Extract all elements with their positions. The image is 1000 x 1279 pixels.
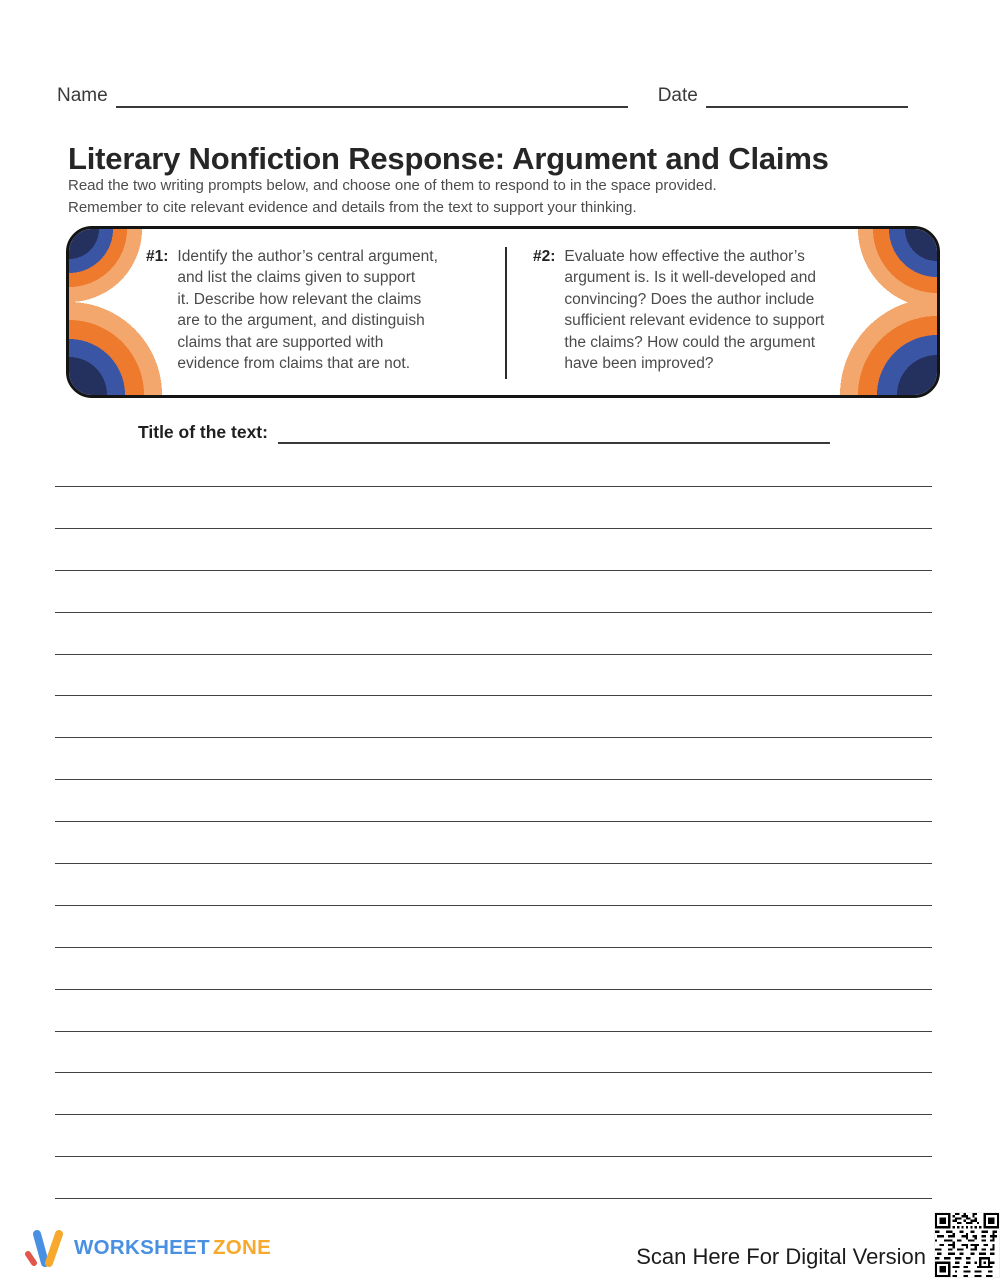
writing-line[interactable] xyxy=(55,1029,932,1032)
writing-line[interactable] xyxy=(55,735,932,738)
writing-area xyxy=(55,484,932,1238)
brand-text-zone: ZONE xyxy=(212,1236,272,1259)
corner-arc-top-right-icon xyxy=(857,229,937,309)
scan-here-label: Scan Here For Digital Version xyxy=(636,1244,926,1269)
writing-line[interactable] xyxy=(55,1154,932,1157)
prompt-box xyxy=(66,226,940,398)
instructions: Read the two writing prompts below, and choose one of them to respond to in the space provided. Remember to cite relevant evidence and details from the text to support your thinking. xyxy=(68,177,717,216)
writing-line[interactable] xyxy=(55,568,932,571)
prompt-2 xyxy=(533,246,864,374)
prompt-2-text: Evaluate how effective the author’s argument is. Is it well-developed and convincing? Does the author include sufficient relevant evidence to support the claims? How could the argument have been improved? xyxy=(564,248,825,373)
writing-line[interactable] xyxy=(55,1196,932,1199)
brand-text-worksheet: WORKSHEET xyxy=(74,1236,210,1259)
writing-line[interactable] xyxy=(55,652,932,655)
writing-line[interactable] xyxy=(55,484,932,487)
writing-line[interactable] xyxy=(55,526,932,529)
writing-line[interactable] xyxy=(55,945,932,948)
page-title: Literary Nonfiction Response: Argument and Claims xyxy=(68,140,829,176)
writing-line[interactable] xyxy=(55,777,932,780)
writing-line[interactable] xyxy=(55,610,932,613)
writing-line[interactable] xyxy=(55,693,932,696)
title-of-text-input-line[interactable] xyxy=(278,420,830,444)
corner-arc-top-left-icon xyxy=(69,229,143,303)
prompt-divider xyxy=(505,247,507,379)
writing-line[interactable] xyxy=(55,819,932,822)
writing-line[interactable] xyxy=(55,1070,932,1073)
writing-line[interactable] xyxy=(55,1112,932,1115)
prompt-1-text: Identify the author’s central argument, and list the claims given to support it. Describe how relevant the claims are to the argument, and distinguish claims that are supported with evidence from claims that are not. xyxy=(177,248,438,373)
prompt-1-number: #1: xyxy=(146,248,169,265)
title-of-text-field xyxy=(138,420,830,444)
date-label: Date xyxy=(657,85,698,106)
title-of-text-label: Title of the text: xyxy=(138,422,268,442)
brand-logo xyxy=(24,1229,271,1267)
name-input-line[interactable] xyxy=(116,84,628,108)
writing-line[interactable] xyxy=(55,987,932,990)
name-date-row xyxy=(57,84,928,108)
qr-code-icon xyxy=(934,1212,1000,1278)
worksheet-zone-w-mark-icon xyxy=(24,1229,66,1267)
name-label: Name xyxy=(57,85,108,106)
writing-line[interactable] xyxy=(55,903,932,906)
prompt-1 xyxy=(146,246,479,374)
prompt-2-number: #2: xyxy=(533,248,556,265)
writing-line[interactable] xyxy=(55,861,932,864)
date-input-line[interactable] xyxy=(706,84,908,108)
brand-text xyxy=(74,1236,271,1260)
